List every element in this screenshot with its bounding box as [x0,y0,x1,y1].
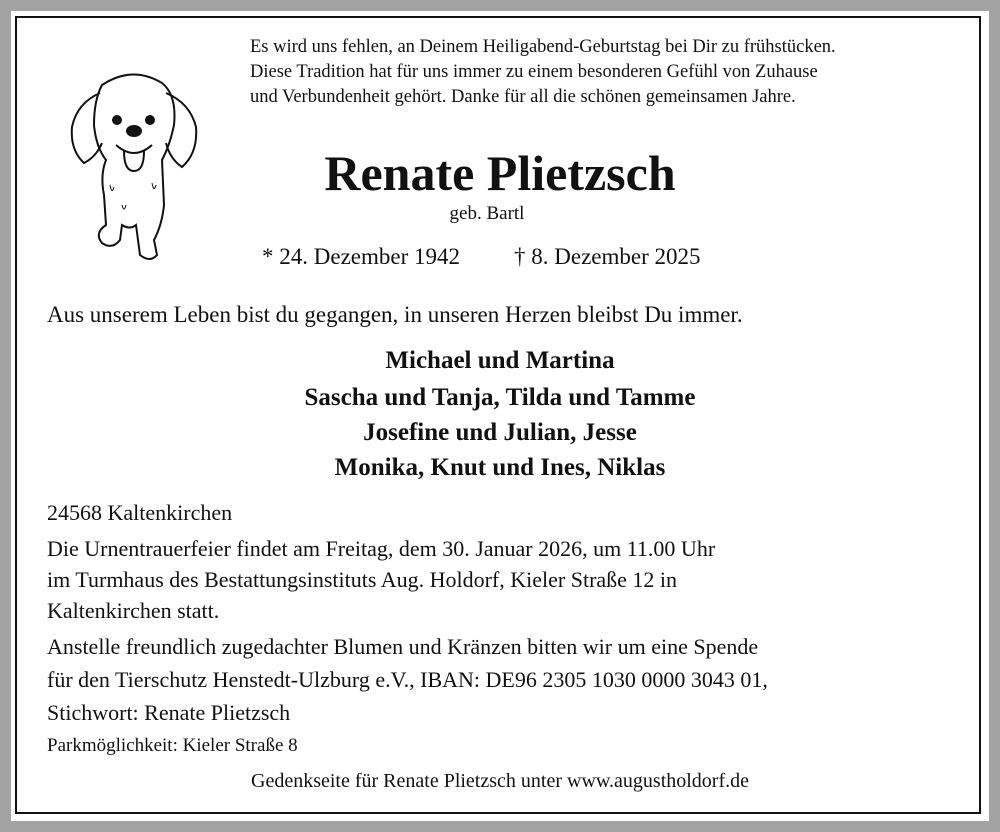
intro-line: Es wird uns fehlen, an Deinem Heiligabend-Geburtstag bei Dir zu frühstücken. [250,37,836,57]
donation-line: für den Tierschutz Henstedt-Ulzburg e.V., IBAN: DE96 2305 1030 0000 3043 01, [47,667,768,692]
donation-line: Anstelle freundlich zugedachter Blumen und Kränzen bitten wir um eine Spende [47,634,759,659]
birth-date: * 24. Dezember 1942 [262,244,460,269]
maiden-name: geb. Bartl [449,203,525,224]
deceased-name: Renate Plietzsch [324,145,676,201]
donation-line: Stichwort: Renate Plietzsch [47,700,291,725]
place: 24568 Kaltenkirchen [47,500,233,525]
family-line: Michael und Martina [385,347,615,374]
death-date: † 8. Dezember 2025 [514,244,701,269]
ceremony-line: im Turmhaus des Bestattungsinstituts Aug. Holdorf, Kieler Straße 12 in [47,567,678,592]
ceremony-line: Kaltenkirchen statt. [47,598,220,623]
ceremony-line: Die Urnentrauerfeier findet am Freitag, dem 30. Januar 2026, um 11.00 Uhr [47,536,716,561]
memorial-page-link: Gedenkseite für Renate Plietzsch unter www.augustholdorf.de [251,770,749,792]
intro-line: und Verbundenheit gehört. Danke für all die schönen gemeinsamen Jahre. [250,87,796,107]
intro-line: Diese Tradition hat für uns immer zu einem besonderen Gefühl von Zuhause [250,62,818,82]
family-line: Sascha und Tanja, Tilda und Tamme [304,384,696,411]
family-line: Josefine und Julian, Jesse [363,419,637,446]
parking-info: Parkmöglichkeit: Kieler Straße 8 [47,735,298,756]
family-line: Monika, Knut und Ines, Niklas [334,454,666,481]
motto: Aus unserem Leben bist du gegangen, in unseren Herzen bleibst Du immer. [47,302,743,327]
